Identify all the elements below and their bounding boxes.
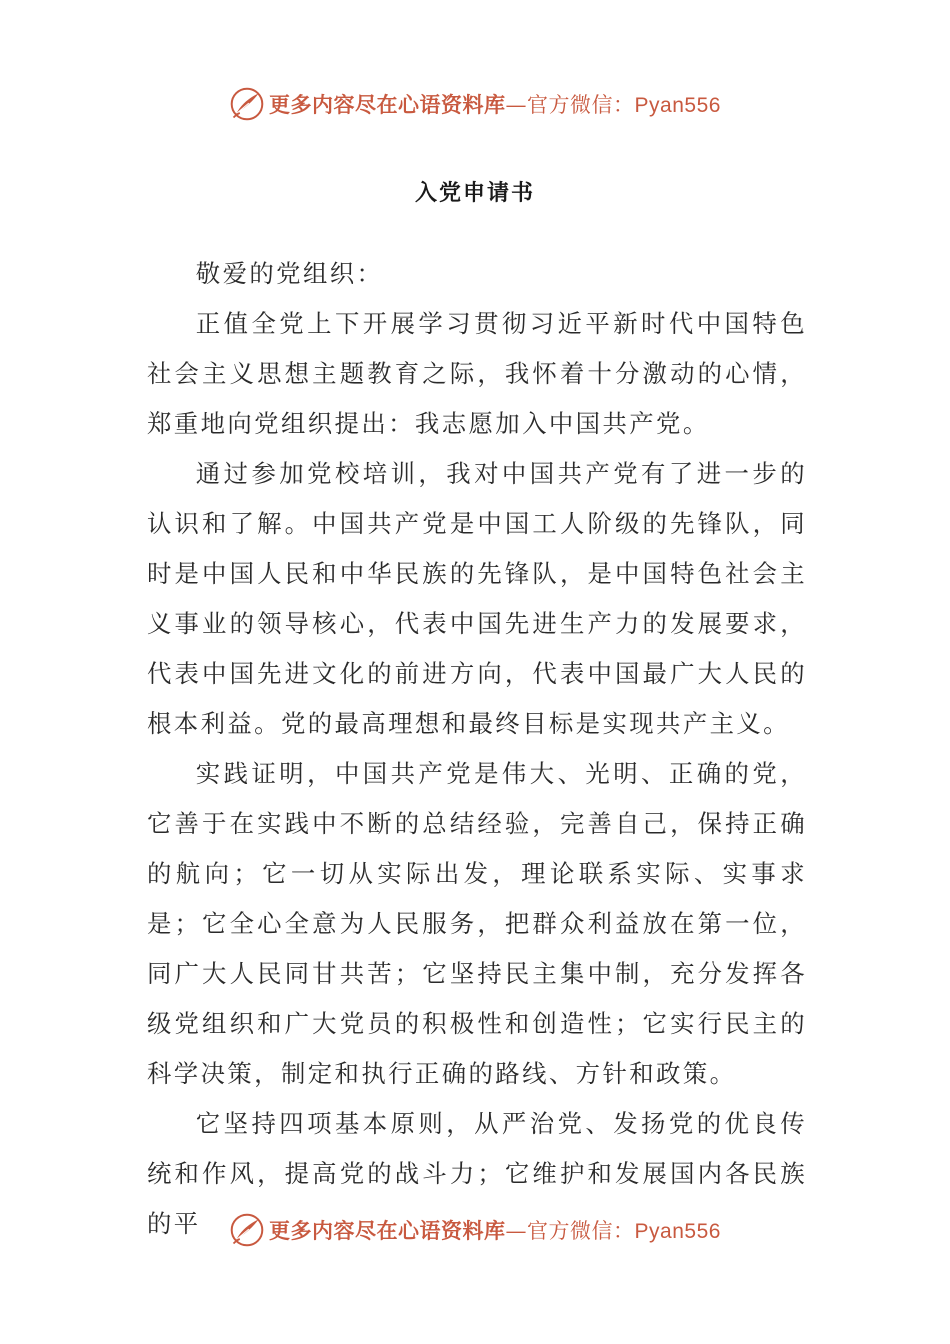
footer-banner-main: 更多内容尽在心语资料库: [269, 1218, 506, 1243]
header-banner-wechat-id: Pyan556: [634, 94, 721, 117]
header-banner-main: 更多内容尽在心语资料库: [269, 92, 506, 117]
header-banner-separator: —: [505, 93, 528, 117]
paragraph: 通过参加党校培训，我对中国共产党有了进一步的认识和了解。中国共产党是中国工人阶级的先锋队，同时是中国人民和中华民族的先锋队，是中国特色社会主义事业的领导核心，代表中国先进生产力的发展要求，代表中国先进文化的前进方向，代表中国最广大人民的根本利益。党的最高理想和最终目标是实现共产主义。: [147, 459, 807, 738]
quill-logo-icon: [229, 86, 265, 122]
header-banner: [0, 84, 950, 124]
footer-banner-separator: —: [505, 1219, 528, 1243]
header-banner-text: [269, 89, 721, 119]
paragraph: 实践证明，中国共产党是伟大、光明、正确的党，它善于在实践中不断的总结经验，完善自己，保持正确的航向；它一切从实际出发，理论联系实际、实事求是；它全心全意为人民服务，把群众利益放在第一位，同广大人民同甘共苦；它坚持民主集中制，充分发挥各级党组织和广大党员的积极性和创造性；它实行民主的科学决策，制定和执行正确的路线、方针和政策。: [147, 759, 807, 1088]
salutation: 敬爱的党组织：: [195, 259, 384, 288]
quill-logo-icon: [229, 1212, 265, 1248]
footer-banner: [0, 1210, 950, 1250]
footer-banner-wechat-id: Pyan556: [634, 1220, 721, 1243]
header-banner-wechat-label: 官方微信：: [527, 93, 635, 117]
footer-banner-wechat-label: 官方微信：: [527, 1219, 635, 1243]
paragraph: 正值全党上下开展学习贯彻习近平新时代中国特色社会主义思想主题教育之际，我怀着十分激动的心情，郑重地向党组织提出：我志愿加入中国共产党。: [147, 309, 807, 438]
document-title: 入党申请书: [414, 181, 535, 206]
paragraph: 它坚持四项基本原则，从严治党、发扬党的优良传统和作风，提高党的战斗力；它维护和发展国内各民族的平: [147, 1109, 807, 1238]
document-body: [147, 249, 807, 1249]
footer-banner-text: [269, 1215, 721, 1245]
